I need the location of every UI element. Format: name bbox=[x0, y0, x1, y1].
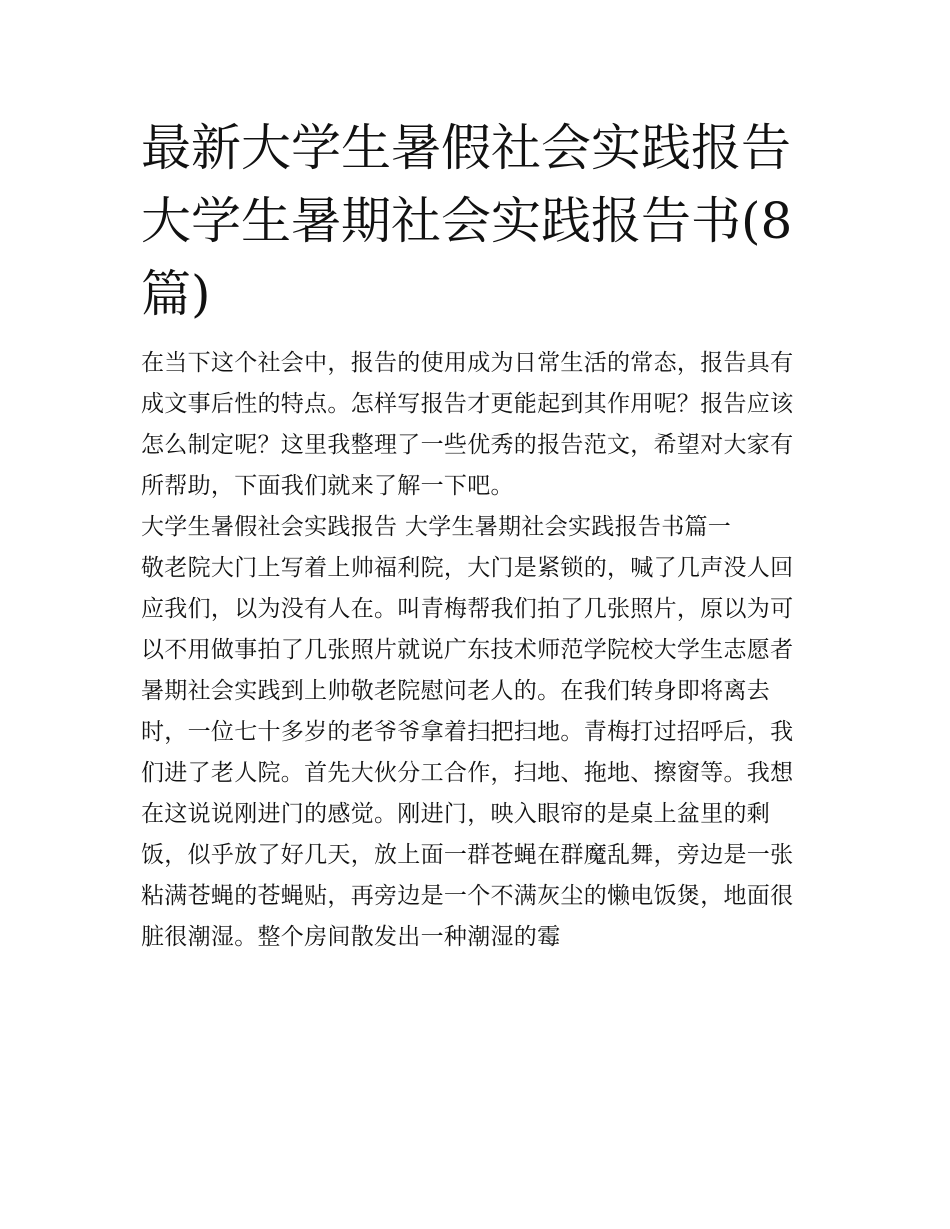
document-page bbox=[141, 112, 813, 958]
document-body bbox=[141, 343, 813, 958]
intro-paragraph: 在当下这个社会中，报告的使用成为日常生活的常态，报告具有成文事后性的特点。怎样写报告才更能起到其作用呢？报告应该怎么制定呢？这里我整理了一些优秀的报告范文，希望对大家有所帮助，下面我们就来了解一下吧。 bbox=[141, 350, 794, 499]
document-title: 最新大学生暑假社会实践报告 大学生暑期社会实践报告书(8篇) bbox=[141, 119, 793, 323]
section-heading: 大学生暑假社会实践报告 大学生暑期社会实践报告书篇一 bbox=[141, 514, 732, 540]
section-paragraph: 敬老院大门上写着上帅福利院，大门是紧锁的，喊了几声没人回应我们，以为没有人在。叫青梅帮我们拍了几张照片，原以为可以不用做事拍了几张照片就说广东技术师范学院校大学生志愿者暑期社会实践到上帅敬老院慰问老人的。在我们转身即将离去时，一位七十多岁的老爷爷拿着扫把扫地。青梅打过招呼后，我们进了老人院。首先大伙分工合作，扫地、拖地、擦窗等。我想在这说说刚进门的感觉。刚进门，映入眼帘的是桌上盆里的剩饭，似乎放了好几天，放上面一群苍蝇在群魔乱舞，旁边是一张粘满苍蝇的苍蝇贴，再旁边是一个不满灰尘的懒电饭煲，地面很脏很潮湿。整个房间散发出一种潮湿的霉 bbox=[141, 555, 794, 950]
